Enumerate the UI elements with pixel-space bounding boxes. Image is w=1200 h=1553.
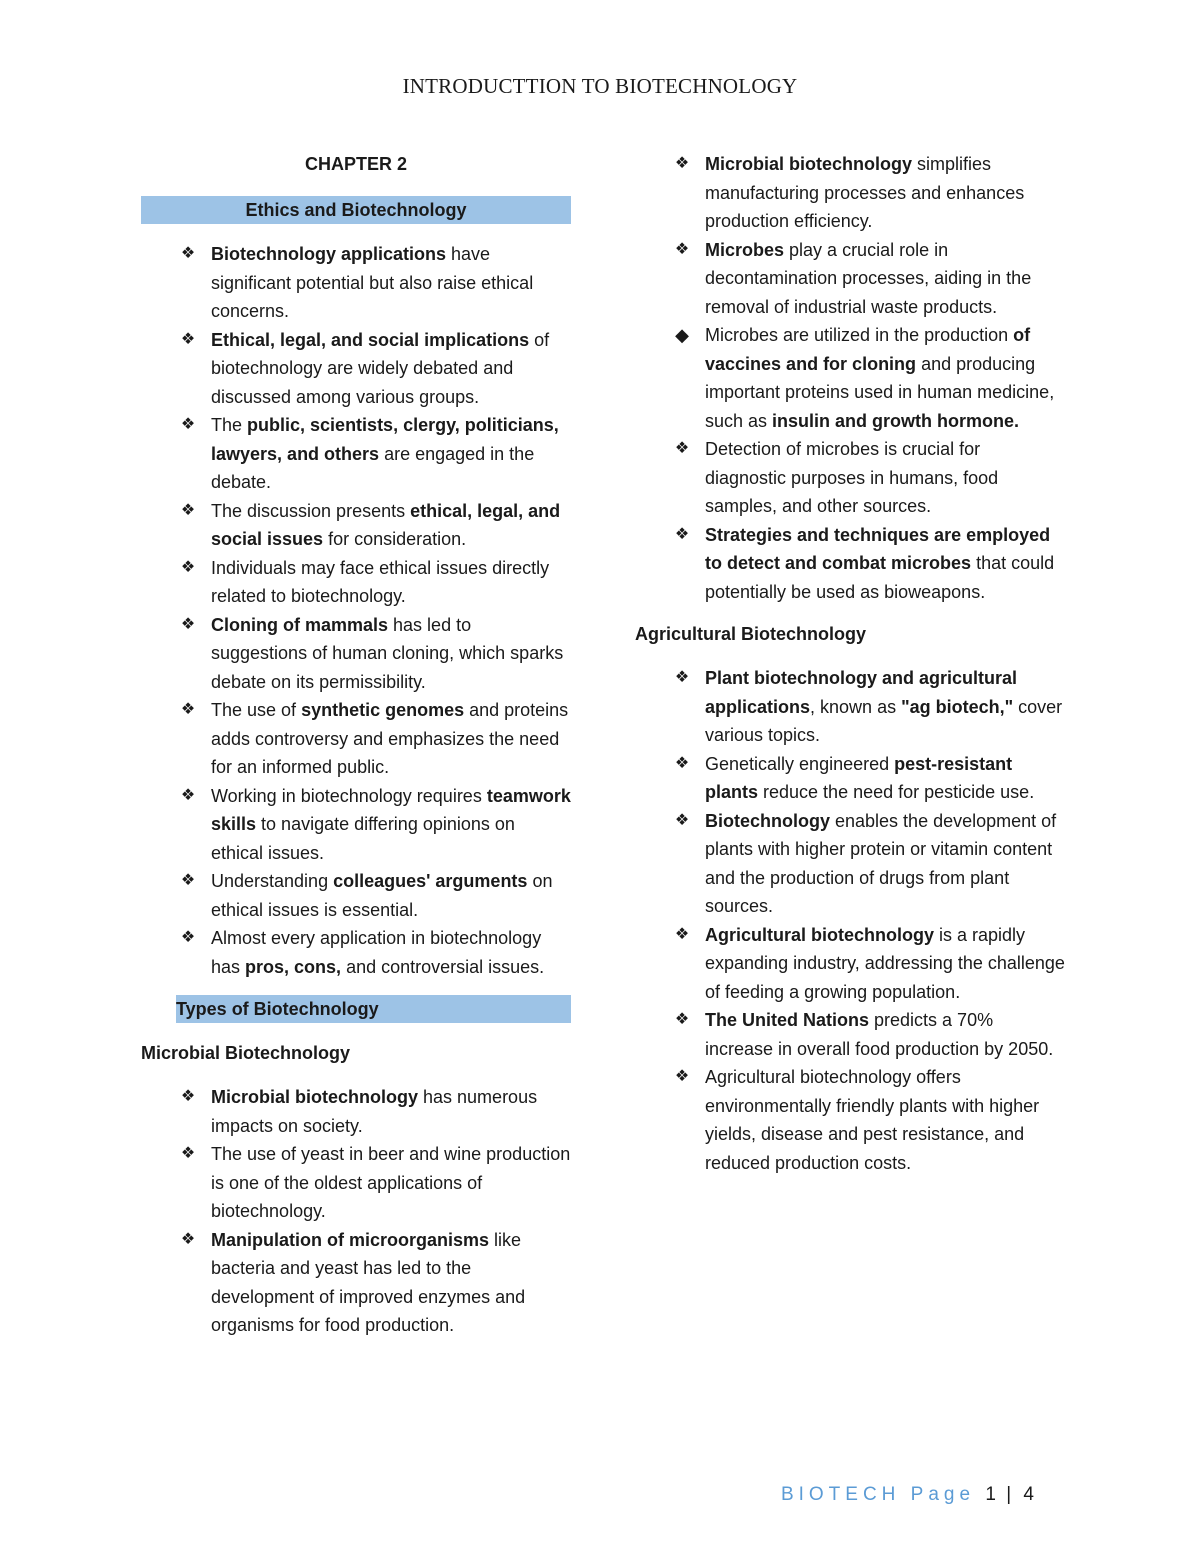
- four-diamond-bullet-icon: ❖: [674, 811, 690, 829]
- right-column: [635, 150, 1065, 1177]
- body-text: cover various topics.: [705, 696, 1063, 745]
- list-item: [635, 236, 1065, 322]
- bold-text: Plant biotechnology and agricultural applications: [705, 668, 1018, 717]
- list-item: [635, 807, 1065, 921]
- footer-page-number: 1: [985, 1484, 996, 1505]
- four-diamond-bullet-icon: ❖: [674, 925, 690, 943]
- body-text: Genetically engineered: [705, 753, 895, 774]
- section-heading-ethics: Ethics and Biotechnology: [141, 196, 571, 224]
- body-text: of biotechnology are widely debated and discussed among various groups.: [211, 329, 550, 407]
- bold-text: Biotechnology applications: [211, 244, 447, 264]
- four-diamond-bullet-icon: ❖: [180, 1145, 196, 1162]
- body-text: play a crucial role in decontamination processes, aiding in the removal of industrial waste products.: [705, 239, 1032, 317]
- subheading-microbial: Microbial Biotechnology: [141, 1043, 351, 1063]
- four-diamond-bullet-icon: ❖: [674, 1068, 690, 1085]
- bold-text: Agricultural biotechnology: [705, 924, 935, 945]
- four-diamond-bullet-icon: ❖: [674, 525, 690, 543]
- bold-text: Strategies and techniques are employed to detect and combat microbes: [705, 524, 1051, 573]
- left-column: [141, 150, 571, 1340]
- list-item: [635, 321, 1065, 435]
- body-text: Detection of microbes is crucial for diagnostic purposes in humans, food samples, and other sources.: [705, 439, 999, 516]
- list-item: [141, 782, 571, 868]
- four-diamond-bullet-icon: ❖: [674, 669, 690, 686]
- bold-text: pest-resistant plants: [705, 753, 1013, 802]
- chapter-label: CHAPTER 2: [304, 154, 407, 174]
- body-text: The: [211, 415, 248, 435]
- list-item: [141, 554, 571, 611]
- body-text: predicts a 70% increase in overall food production by 2050.: [705, 1010, 1054, 1059]
- body-text: are engaged in the debate.: [211, 443, 535, 492]
- body-text: Understanding: [211, 871, 334, 891]
- body-text: Individuals may face ethical issues directly related to biotechnology.: [211, 557, 550, 606]
- list-item: [141, 497, 571, 554]
- four-diamond-bullet-icon: ❖: [180, 416, 196, 433]
- body-text: The use of: [211, 700, 302, 720]
- four-diamond-bullet-icon: ❖: [180, 1088, 196, 1105]
- bold-text: Microbial biotechnology: [211, 1087, 419, 1107]
- body-text: Working in biotechnology requires: [211, 785, 487, 806]
- bold-text: colleagues' arguments: [333, 871, 528, 891]
- bold-text: Biotechnology: [705, 810, 830, 831]
- list-item: [141, 411, 571, 497]
- bold-text: Ethical, legal, and social implications: [211, 329, 530, 350]
- body-text: is a rapidly expanding industry, addressing the challenge of feeding a growing population.: [705, 924, 1065, 1002]
- list-item: [635, 435, 1065, 521]
- body-text: reduce the need for pesticide use.: [758, 782, 1035, 802]
- body-text: to navigate differing opinions on ethical issues.: [211, 814, 515, 863]
- body-text: , known as: [810, 696, 902, 717]
- page-footer: [781, 1484, 1034, 1506]
- footer-separator: |: [1006, 1484, 1014, 1505]
- four-diamond-bullet-icon: ❖: [180, 872, 196, 889]
- body-text: have significant potential but also raise ethical concerns.: [211, 244, 534, 321]
- body-text: for consideration.: [323, 529, 467, 549]
- list-item: [635, 750, 1065, 807]
- list-item: [141, 924, 571, 981]
- list-item: [635, 921, 1065, 1007]
- microbial-bullet-list-continued: [635, 150, 1065, 606]
- page-title: INTRODUCTTION TO BIOTECHNOLOGY: [402, 74, 798, 98]
- four-diamond-bullet-icon: ❖: [180, 701, 196, 718]
- list-item: [141, 1083, 571, 1140]
- diamond-bullet-icon: ◆: [675, 325, 689, 345]
- body-text: Agricultural biotechnology offers environmentally friendly plants with higher yields, disease and pest resistance, and reduced production costs.: [705, 1067, 1040, 1173]
- list-item: [141, 240, 571, 326]
- four-diamond-bullet-icon: ❖: [674, 1011, 690, 1028]
- bold-text: The United Nations: [705, 1010, 870, 1030]
- bold-text: synthetic genomes: [301, 700, 465, 720]
- four-diamond-bullet-icon: ❖: [180, 501, 196, 519]
- body-text: and producing important proteins used in human medicine, such as: [705, 353, 1055, 431]
- bold-text: teamwork skills: [211, 785, 571, 834]
- four-diamond-bullet-icon: ❖: [180, 558, 196, 576]
- body-text: Microbes are utilized in the production: [705, 325, 1014, 345]
- body-text: and proteins adds controversy and emphasizes the need for an informed public.: [211, 700, 569, 777]
- bold-text: of vaccines and for cloning: [705, 325, 1031, 374]
- subheading-agricultural: Agricultural Biotechnology: [635, 624, 867, 644]
- four-diamond-bullet-icon: ❖: [180, 330, 196, 348]
- four-diamond-bullet-icon: ❖: [674, 440, 690, 457]
- four-diamond-bullet-icon: ❖: [674, 155, 690, 172]
- agricultural-bullet-list: [635, 664, 1065, 1177]
- list-item: [635, 1063, 1065, 1177]
- list-item: [635, 1006, 1065, 1063]
- four-diamond-bullet-icon: ❖: [180, 929, 196, 946]
- list-item: [141, 326, 571, 412]
- list-item: [635, 664, 1065, 750]
- body-text: Almost every application in biotechnology has: [211, 928, 542, 977]
- bold-text: Microbial biotechnology: [705, 154, 913, 174]
- bold-text: "ag biotech,": [901, 696, 1014, 717]
- body-text: simplifies manufacturing processes and enhances production efficiency.: [705, 154, 1025, 231]
- bold-text: Cloning of mammals: [211, 614, 389, 635]
- footer-page-total: 4: [1023, 1484, 1034, 1505]
- list-item: [141, 611, 571, 697]
- list-item: [141, 867, 571, 924]
- list-item: [635, 521, 1065, 607]
- bold-text: ethical, legal, and social issues: [211, 500, 561, 549]
- list-item: [635, 150, 1065, 236]
- list-item: [141, 1226, 571, 1340]
- four-diamond-bullet-icon: ❖: [674, 754, 690, 772]
- section-heading-types: Types of Biotechnology: [176, 995, 571, 1023]
- body-text: enables the development of plants with higher protein or vitamin content and the production of drugs from plant sources.: [705, 810, 1057, 916]
- microbial-bullet-list: [141, 1083, 571, 1340]
- bold-text: Manipulation of microorganisms: [211, 1229, 490, 1250]
- ethics-bullet-list: [141, 240, 571, 981]
- body-text: on ethical issues is essential.: [211, 871, 553, 920]
- four-diamond-bullet-icon: ❖: [180, 786, 196, 804]
- body-text: The discussion presents: [211, 500, 411, 521]
- four-diamond-bullet-icon: ❖: [180, 245, 196, 262]
- bold-text: public, scientists, clergy, politicians, lawyers, and others: [211, 415, 559, 464]
- footer-label: BIOTECH Page: [780, 1484, 976, 1505]
- bold-text: Microbes: [705, 239, 785, 260]
- body-text: has led to suggestions of human cloning, which sparks debate on its permissibility.: [211, 614, 564, 692]
- body-text: that could potentially be used as bioweapons.: [705, 553, 1055, 602]
- body-text: The use of yeast in beer and wine production is one of the oldest applications of biotechnology.: [211, 1144, 571, 1221]
- list-item: [141, 1140, 571, 1226]
- body-text: like bacteria and yeast has led to the development of improved enzymes and organisms for food production.: [211, 1229, 526, 1335]
- body-text: has numerous impacts on society.: [211, 1087, 538, 1136]
- four-diamond-bullet-icon: ❖: [180, 1230, 196, 1248]
- four-diamond-bullet-icon: ❖: [180, 615, 196, 633]
- four-diamond-bullet-icon: ❖: [674, 240, 690, 258]
- bold-text: pros, cons,: [245, 956, 342, 977]
- bold-text: insulin and growth hormone.: [772, 410, 1020, 431]
- list-item: [141, 696, 571, 782]
- body-text: and controversial issues.: [341, 956, 545, 977]
